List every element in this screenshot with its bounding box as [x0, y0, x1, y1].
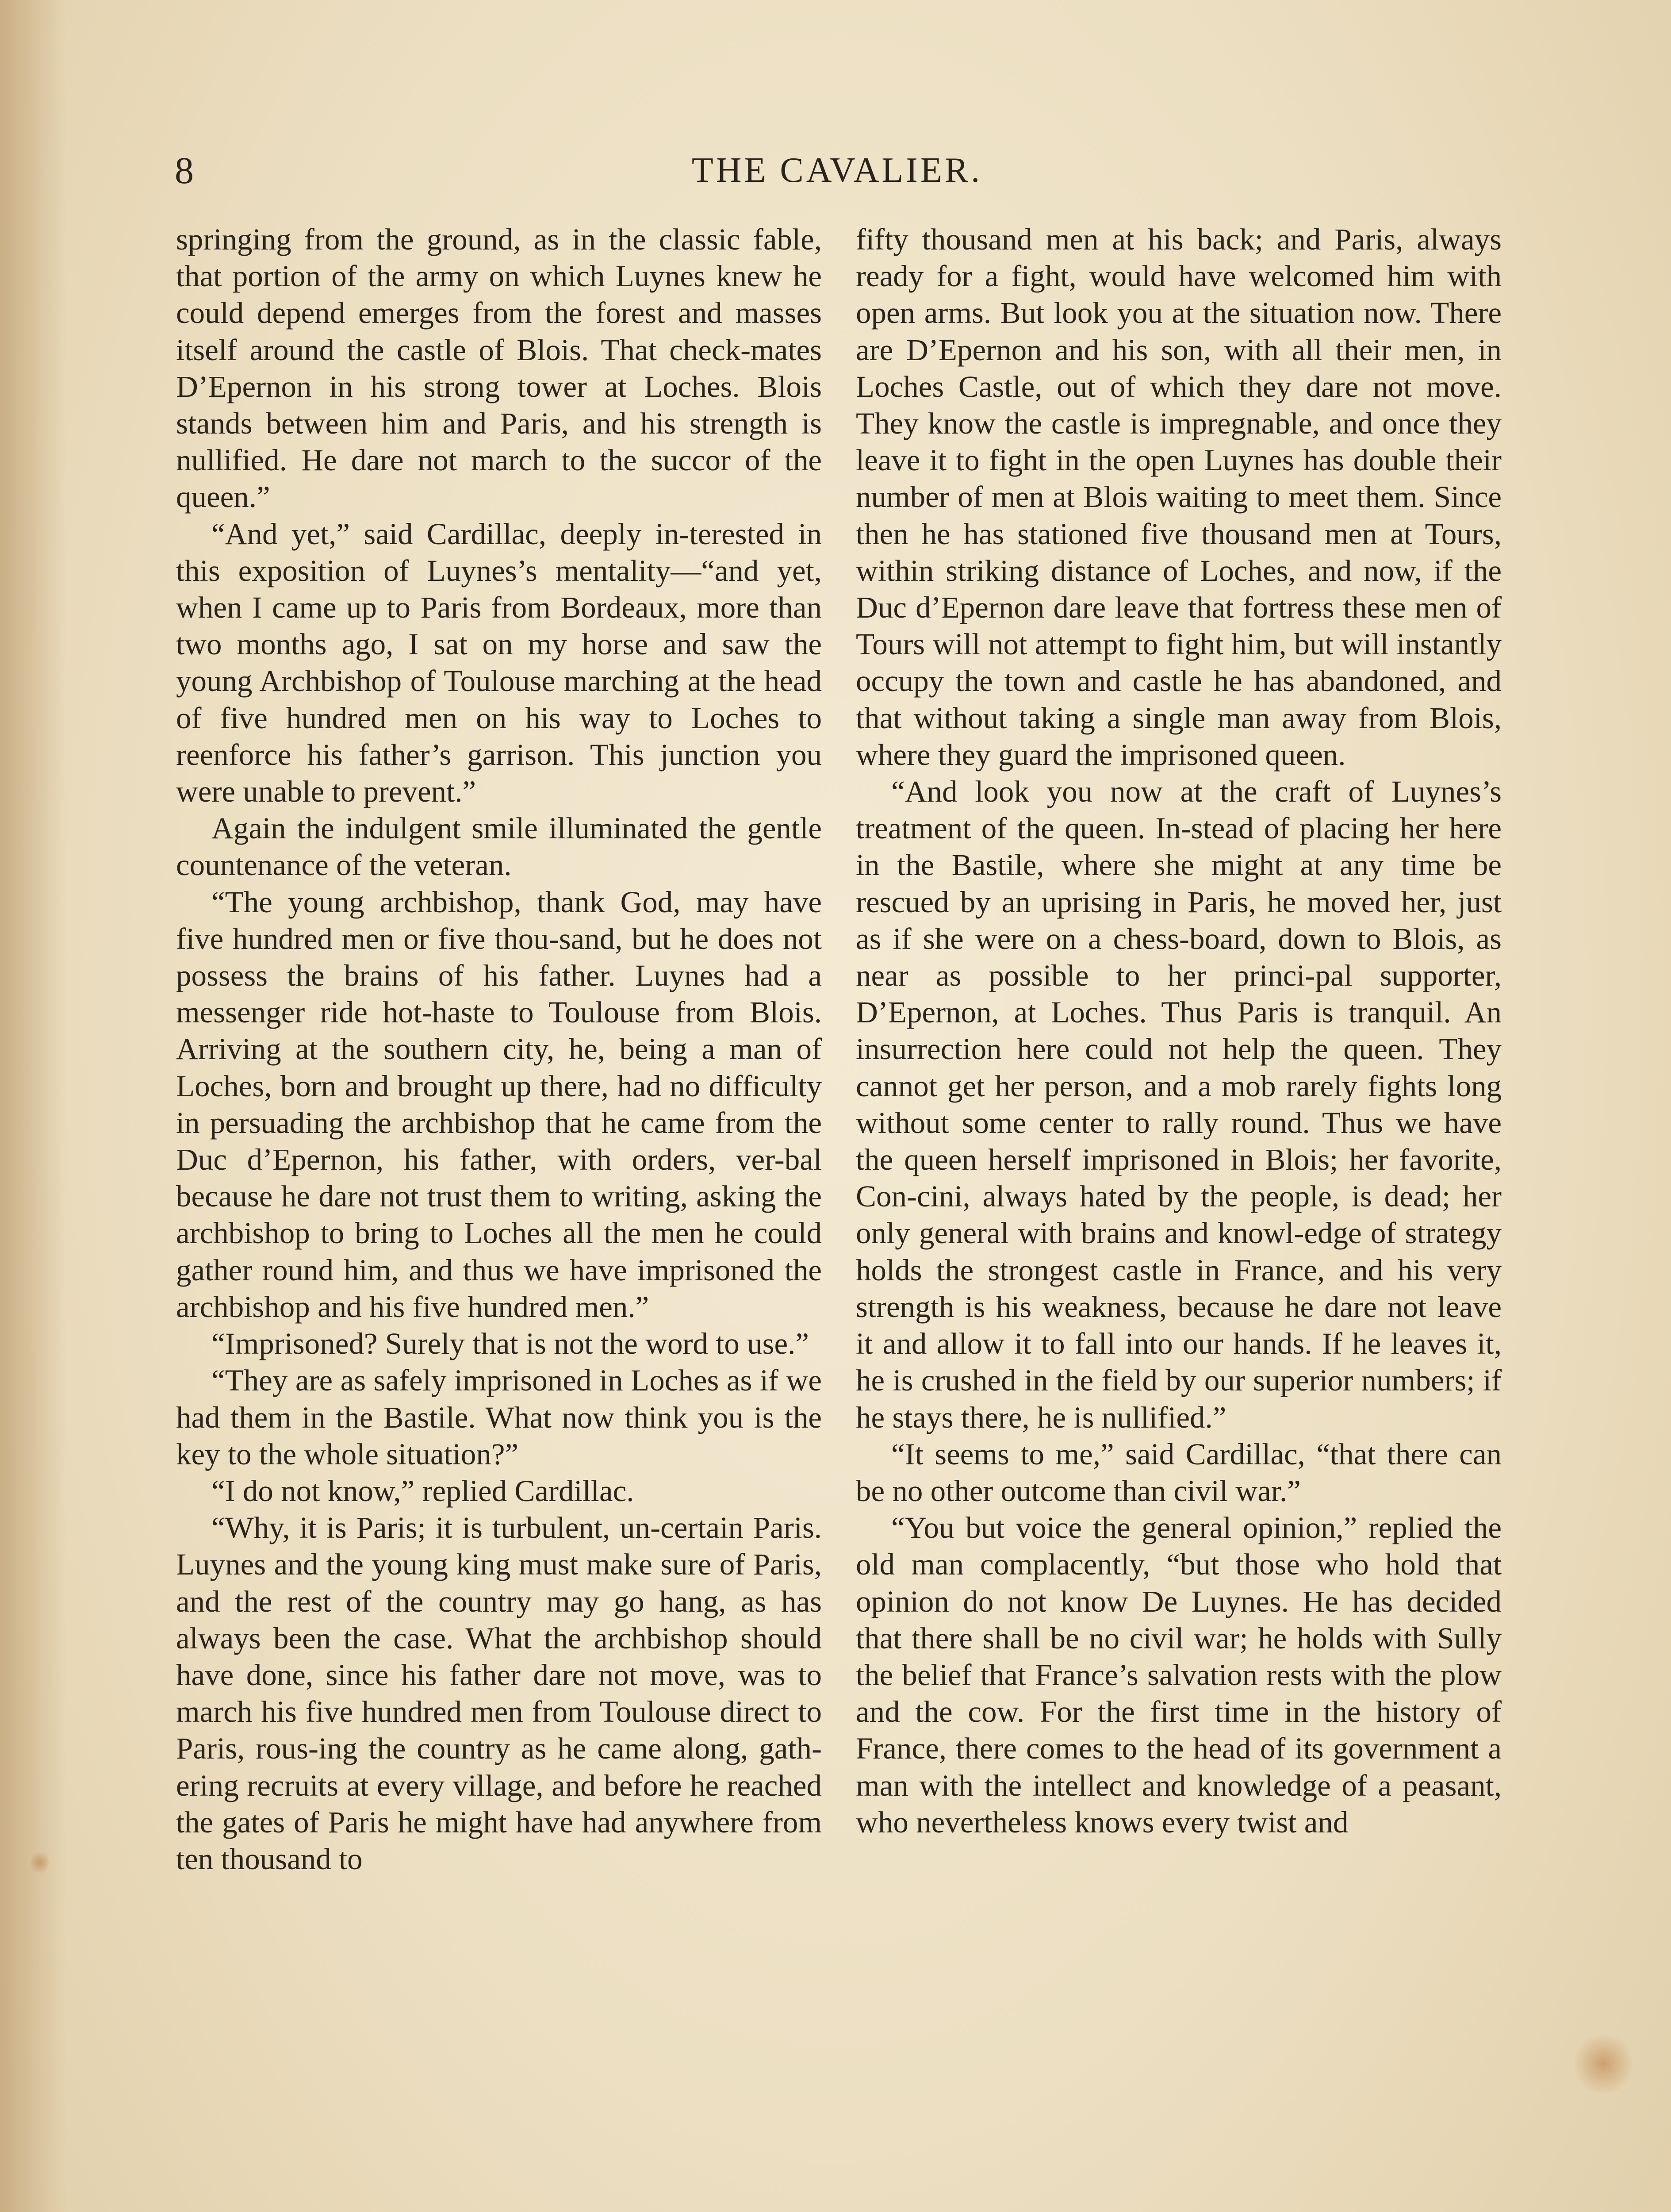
foxing-spot	[31, 1849, 49, 1876]
paragraph: “You but voice the general opinion,” replied the old man complacently, “but those who hold that opinion do not know De Luynes. He has decided that there shall be no civil war; he holds with Sully the belief that France’s salvation rests with the plow and the cow. For the first time in the history of France, there comes to the head of its government a man with the intellect and knowledge of a peasant, who nevertheless knows every twist and	[856, 1511, 1502, 1839]
paragraph: “And look you now at the craft of Luynes’s treatment of the queen. In-stead of placing her here in the Bastile, where she might at any time be rescued by an uprising in Paris, he moved her, just as if she were on a chess-board, down to Blois, as near as possible to her princi-pal supporter, D’Epernon, at Loches. Thus Paris is tranquil. An insurrection here could not help the queen. They cannot get her person, and a mob rarely fights long without some center to rally round. Thus we have the queen herself imprisoned in Blois; her favorite, Con-cini, always hated by the people, is dead; her only general with brains and knowl-edge of strategy holds the strongest castle in France, and his very strength is his weakness, because he dare not leave it and allow it to fall into our hands. If he leaves it, he is crushed in the field by our superior numbers; if he stays there, he is nullified.”	[856, 775, 1502, 1434]
paragraph: fifty thousand men at his back; and Paris, always ready for a fight, would have welcomed him with open arms. But look you at the situation now. There are D’Epernon and his son, with all their men, in Loches Castle, out of which they dare not move. They know the castle is impregnable, and once they leave it to fight in the open Luynes has double their number of men at Blois waiting to meet them. Since then he has stationed five thousand men at Tours, within striking distance of Loches, and now, if the Duc d’Epernon dare leave that fortress these men of Tours will not attempt to fight him, but will instantly occupy the town and castle he has abandoned, and that without taking a single man away from Blois, where they guard the imprisoned queen.	[856, 223, 1502, 772]
page-header	[175, 146, 1499, 195]
paragraph: “The young archbishop, thank God, may have five hundred men or five thou-sand, but he does not possess the brains of his father. Luynes had a messenger ride hot-haste to Toulouse from Blois. Arriving at the southern city, he, being a man of Loches, born and brought up there, had no difficulty in persuading the archbishop that he came from the Duc d’Epernon, his father, with orders, ver-bal because he dare not trust them to writing, asking the archbishop to bring to Loches all the men he could gather round him, and thus we have imprisoned the archbishop and his five hundred men.”	[176, 885, 822, 1324]
paragraph: springing from the ground, as in the classic fable, that portion of the army on which Luynes knew he could depend emerges from the forest and masses itself around the castle of Blois. That check-mates D’Epernon in his strong tower at Loches. Blois stands between him and Paris, and his strength is nullified. He dare not march to the succor of the queen.”	[176, 223, 822, 514]
paragraph: “I do not know,” replied Cardillac.	[211, 1474, 634, 1508]
left-column	[176, 221, 822, 2212]
paragraph: “Why, it is Paris; it is turbulent, un-certain Paris. Luynes and the young king must make sure of Paris, and the rest of the country may go hang, as has always been the case. What the archbishop should have done, since his father dare not move, was to march his five hundred men from Toulouse direct to Paris, rous-ing the country as he came along, gath-ering recruits at every village, and before he reached the gates of Paris he might have had anywhere from ten thousand to	[176, 1511, 822, 1876]
running-head: THE CAVALIER.	[691, 151, 983, 190]
right-column	[856, 221, 1502, 2212]
paragraph: “And yet,” said Cardillac, deeply in-terested in this exposition of Luynes’s mentality—“and yet, when I came up to Paris from Bordeaux, more than two months ago, I sat on my horse and saw the young Archbishop of Toulouse marching at the head of five hundred men on his way to Loches to reenforce his father’s garrison. This junction you were unable to prevent.”	[176, 517, 822, 809]
page-number: 8	[175, 149, 194, 192]
page-edge-shadow-left	[0, 0, 66, 2212]
paragraph: “They are as safely imprisoned in Loches as if we had them in the Bastile. What now think you is the key to the whole situation?”	[176, 1363, 822, 1471]
paragraph: “It seems to me,” said Cardillac, “that there can be no other outcome than civil war.”	[856, 1437, 1502, 1508]
foxing-spot	[1575, 2031, 1632, 2097]
paragraph: Again the indulgent smile illuminated the gentle countenance of the veteran.	[176, 811, 822, 882]
paragraph: “Imprisoned? Surely that is not the word to use.”	[211, 1327, 809, 1361]
